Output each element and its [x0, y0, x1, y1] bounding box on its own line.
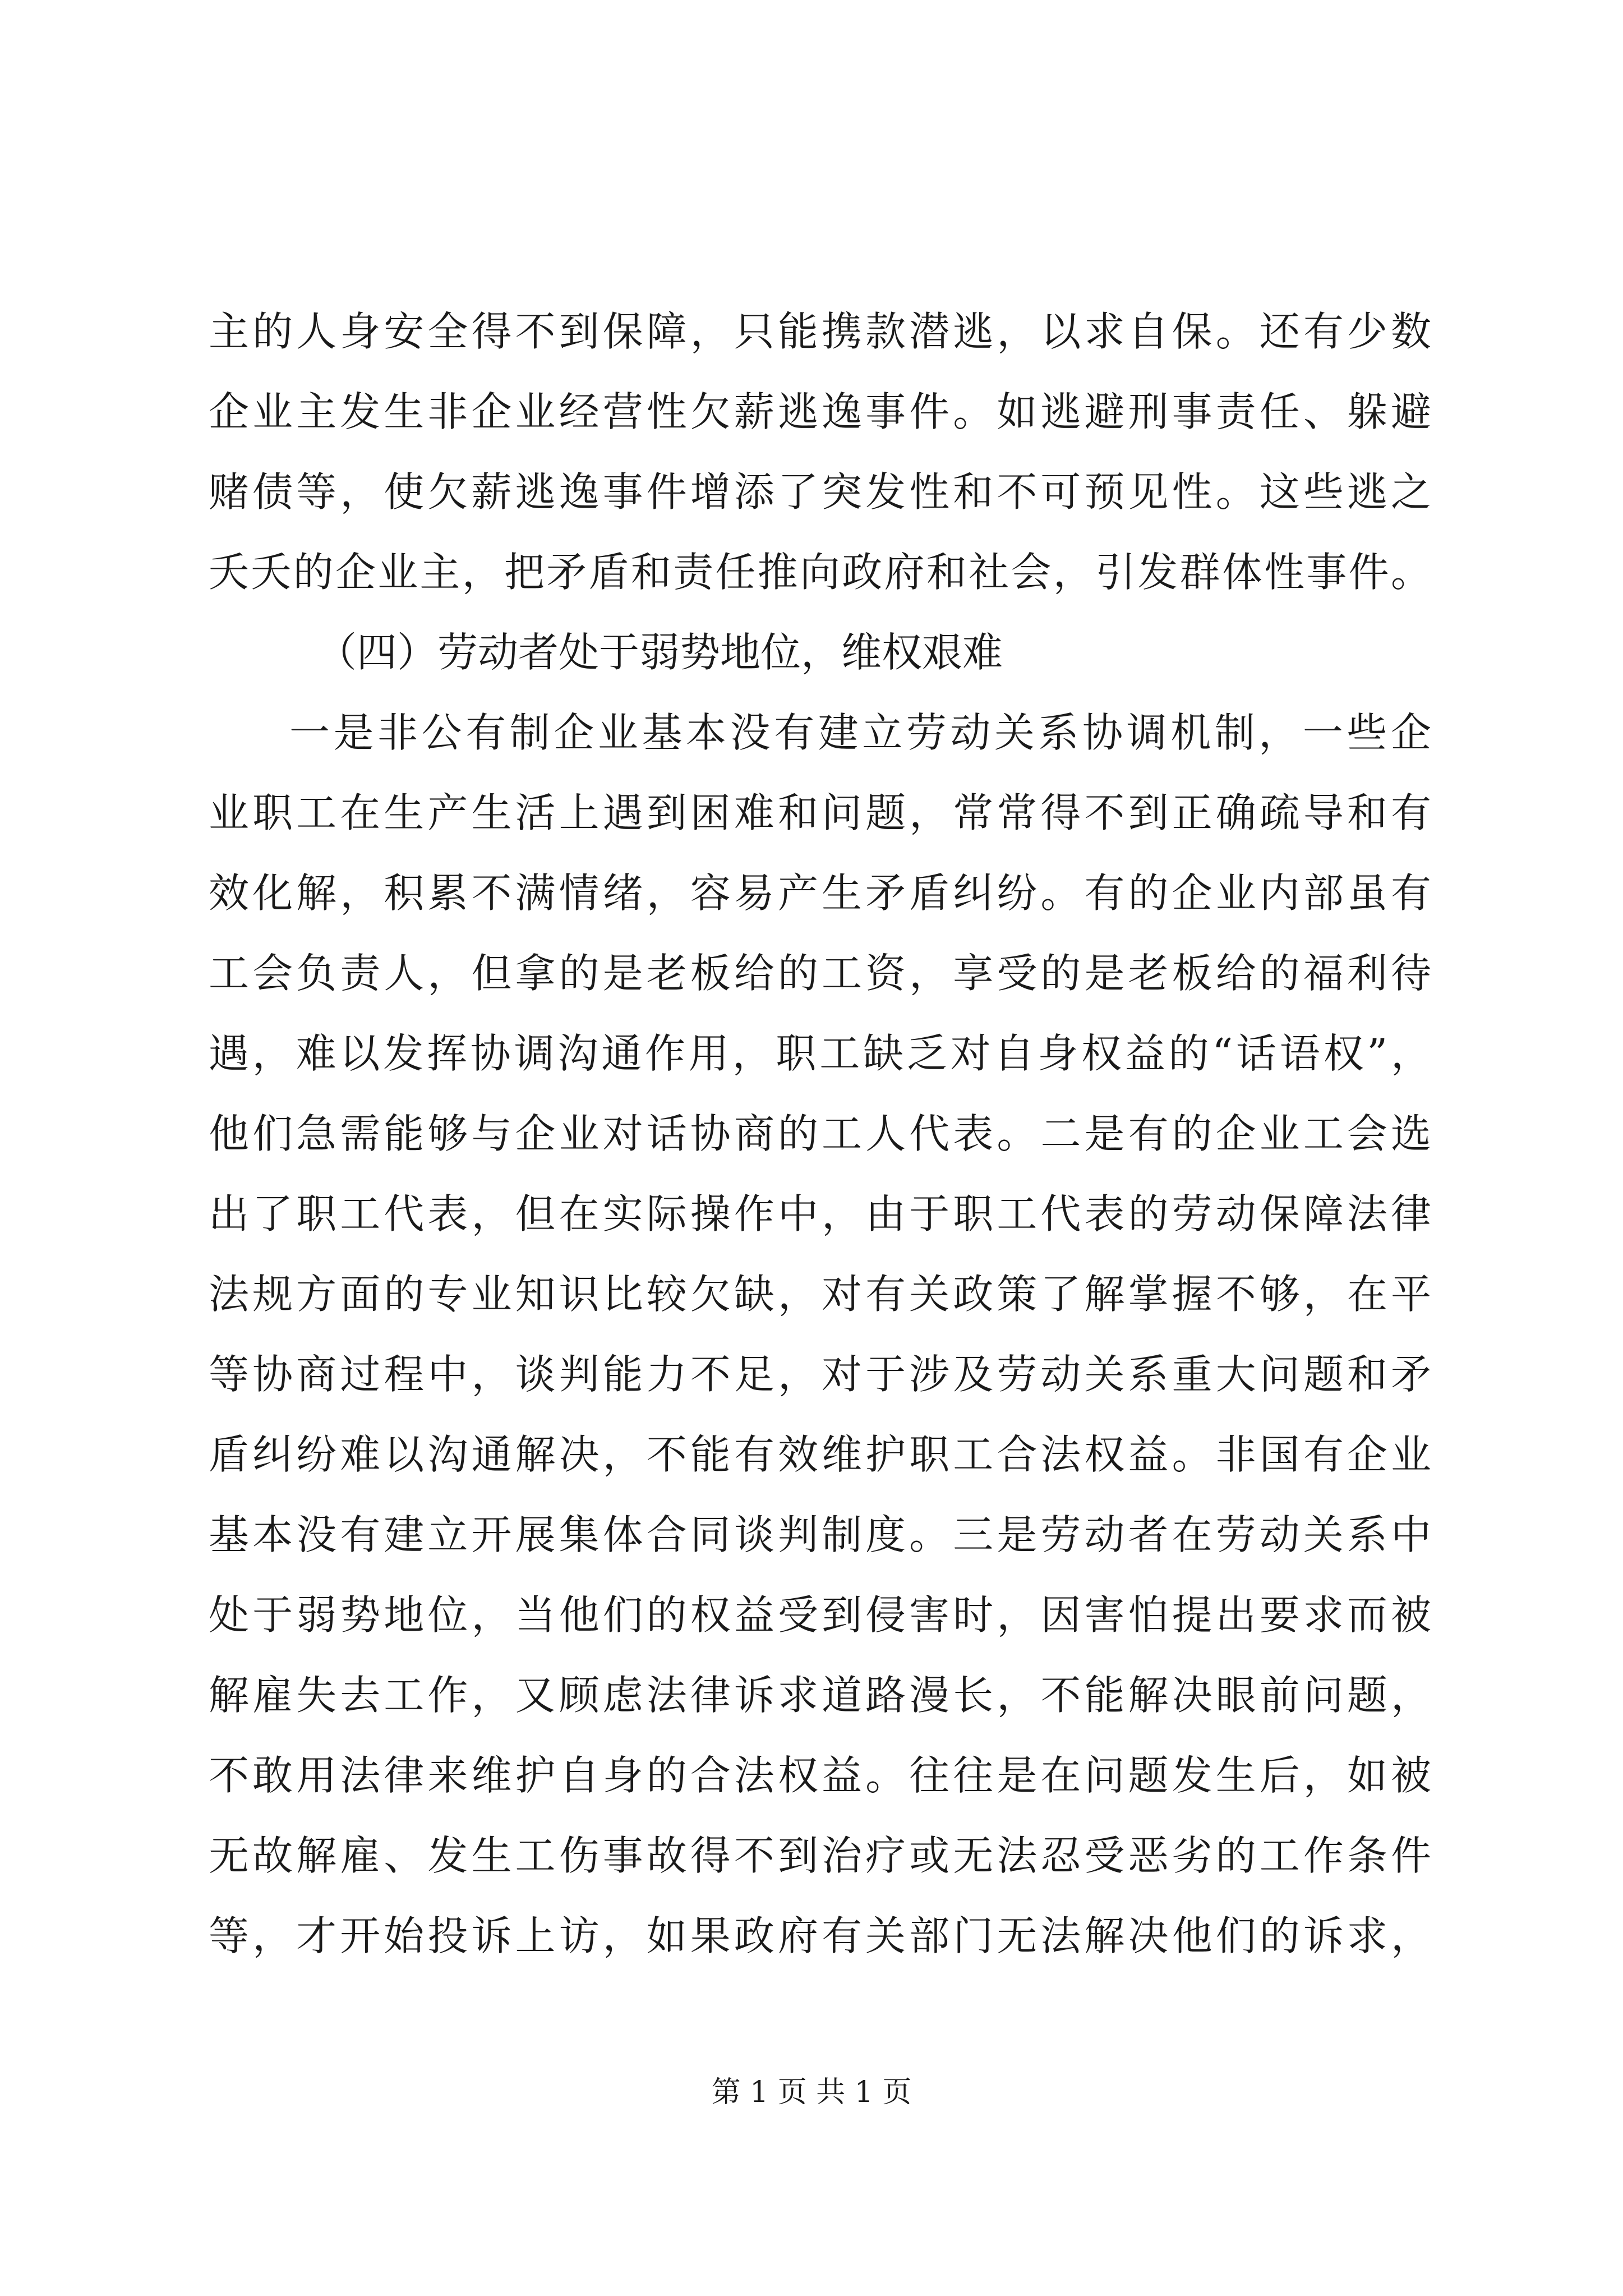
- text-line: 业职工在生产生活上遇到困难和问题，常常得不到正确疏导和有: [209, 789, 1431, 836]
- text-line: 盾纠纷难以沟通解决，不能有效维护职工合法权益。非国有企业: [209, 1431, 1431, 1478]
- text-line: 处于弱势地位，当他们的权益受到侵害时，因害怕提出要求而被: [209, 1591, 1431, 1639]
- text-line: 等，才开始投诉上访，如果政府有关部门无法解决他们的诉求，: [209, 1912, 1431, 1959]
- text-line: 不敢用法律来维护自身的合法权益。往往是在问题发生后，如被: [209, 1752, 1431, 1799]
- text-line: 企业主发生非企业经营性欠薪逃逸事件。如逃避刑事责任、躲避: [209, 388, 1431, 435]
- text-line: 赌债等，使欠薪逃逸事件增添了突发性和不可预见性。这些逃之: [209, 468, 1431, 516]
- text-line: 等协商过程中，谈判能力不足，对于涉及劳动关系重大问题和矛: [209, 1351, 1431, 1398]
- section-heading: （四）劳动者处于弱势地位，维权艰难: [316, 629, 1003, 676]
- text-line: 效化解，积累不满情绪，容易产生矛盾纠纷。有的企业内部虽有: [209, 869, 1431, 917]
- body-text: [209, 292, 1431, 1976]
- text-line: 法规方面的专业知识比较欠缺，对有关政策了解掌握不够，在平: [209, 1271, 1431, 1318]
- text-line: 他们急需能够与企业对话协商的工人代表。二是有的企业工会选: [209, 1110, 1431, 1157]
- text-line: 工会负责人，但拿的是老板给的工资，享受的是老板给的福利待: [209, 950, 1431, 997]
- text-line: 一是非公有制企业基本没有建立劳动关系协调机制，一些企: [289, 709, 1431, 756]
- text-line: 遇，难以发挥协调沟通作用，职工缺乏对自身权益的“话语权”，: [209, 1030, 1431, 1077]
- text-line: 解雇失去工作，又顾虑法律诉求道路漫长，不能解决眼前问题，: [209, 1672, 1431, 1719]
- text-line: 出了职工代表，但在实际操作中，由于职工代表的劳动保障法律: [209, 1190, 1431, 1237]
- text-line: 基本没有建立开展集体合同谈判制度。三是劳动者在劳动关系中: [209, 1511, 1431, 1558]
- page-footer: 第 1 页 共 1 页: [711, 2076, 912, 2109]
- text-line: 夭夭的企业主，把矛盾和责任推向政府和社会，引发群体性事件。: [209, 549, 1431, 596]
- text-line: 主的人身安全得不到保障，只能携款潜逃，以求自保。还有少数: [209, 308, 1431, 355]
- text-line: 无故解雇、发生工伤事故得不到治疗或无法忍受恶劣的工作条件: [209, 1832, 1431, 1879]
